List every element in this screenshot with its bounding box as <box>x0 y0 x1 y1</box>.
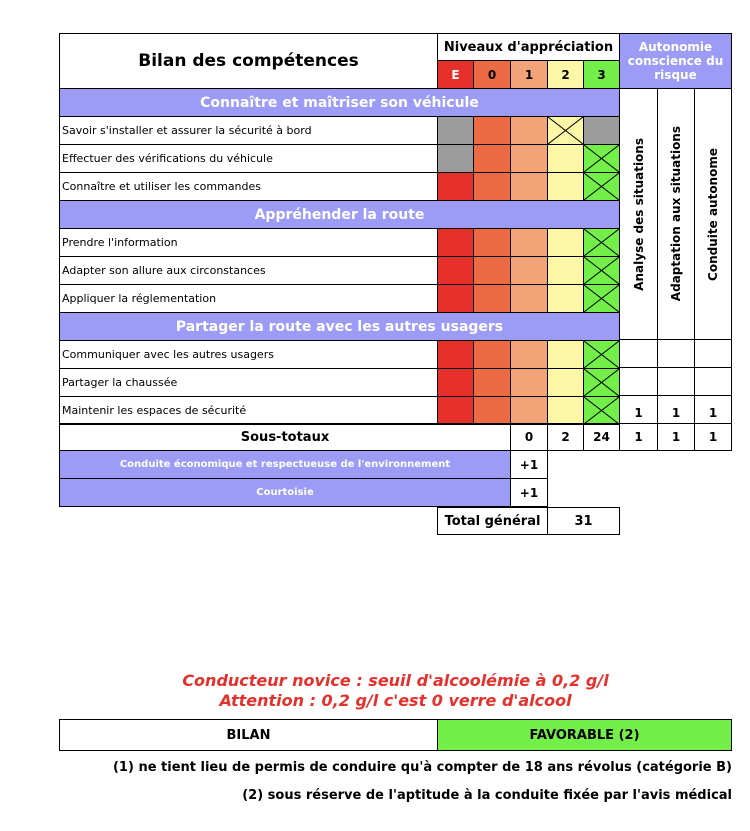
level-cell-checked <box>583 368 620 397</box>
autonomy-value-conduite: 1 <box>694 395 732 424</box>
level-cell <box>437 228 474 257</box>
bilan-result: FAVORABLE (2) <box>437 719 732 751</box>
skill-label: Connaître et utiliser les commandes <box>59 172 438 201</box>
level-cell <box>510 172 548 201</box>
level-cell <box>473 144 511 173</box>
level-cell-checked <box>583 340 620 369</box>
subtotal-level-3: 24 <box>583 423 620 451</box>
level-header-3: 3 <box>583 60 620 89</box>
level-header-2: 2 <box>547 60 584 89</box>
autonomy-cell <box>694 339 732 368</box>
cross-mark-icon <box>584 397 619 424</box>
skill-label: Prendre l'information <box>59 228 438 257</box>
level-cell <box>473 284 511 313</box>
level-cell <box>510 396 548 425</box>
level-cell <box>510 368 548 397</box>
skill-label: Communiquer avec les autres usagers <box>59 340 438 369</box>
level-cell <box>547 228 584 257</box>
warning-line-1: Conducteur novice : seuil d'alcoolémie à 0,2 g/l <box>182 671 609 690</box>
autonomy-cell <box>619 367 658 396</box>
total-value: 31 <box>547 507 620 535</box>
level-cell <box>510 340 548 369</box>
level-cell <box>473 228 511 257</box>
level-cell <box>437 368 474 397</box>
level-cell <box>510 256 548 285</box>
subtotal-autonomy-2: 1 <box>657 423 695 451</box>
level-cell <box>473 172 511 201</box>
level-cell <box>473 340 511 369</box>
cross-mark-icon <box>584 341 619 368</box>
subtotal-level-1: 0 <box>510 423 548 451</box>
subtotals-label: Sous-totaux <box>59 423 511 451</box>
bonus-eco-label: Conduite économique et respectueuse de l'environnement <box>59 450 511 479</box>
level-cell <box>437 144 474 173</box>
level-cell-checked <box>583 256 620 285</box>
section-title: Partager la route avec les autres usagers <box>59 312 620 341</box>
subtotal-level-2: 2 <box>547 423 584 451</box>
autonomy-value-analyse: 1 <box>619 395 658 424</box>
subtotal-autonomy-3: 1 <box>694 423 732 451</box>
autonomy-col-conduite: Conduite autonome <box>694 88 732 340</box>
autonomy-cell <box>694 367 732 396</box>
level-cell-checked <box>583 144 620 173</box>
level-cell <box>437 172 474 201</box>
bonus-courtoisie-label: Courtoisie <box>59 478 511 507</box>
level-cell <box>583 116 620 145</box>
level-cell-checked <box>583 172 620 201</box>
bonus-eco-value: +1 <box>510 450 548 479</box>
cross-mark-icon <box>584 173 619 200</box>
level-cell <box>547 172 584 201</box>
skill-label: Appliquer la réglementation <box>59 284 438 313</box>
table-title: Bilan des compétences <box>59 33 438 89</box>
level-cell <box>547 256 584 285</box>
cross-mark-icon <box>584 285 619 312</box>
cross-mark-icon <box>584 229 619 256</box>
level-cell <box>547 340 584 369</box>
autonomy-cell <box>657 339 695 368</box>
level-cell <box>437 396 474 425</box>
level-cell <box>437 256 474 285</box>
level-cell <box>510 144 548 173</box>
level-cell-checked <box>583 396 620 425</box>
bonus-courtoisie-value: +1 <box>510 478 548 507</box>
level-cell <box>510 284 548 313</box>
level-cell <box>547 368 584 397</box>
level-cell <box>473 116 511 145</box>
skill-label: Effectuer des vérifications du véhicule <box>59 144 438 173</box>
level-header-E: E <box>437 60 474 89</box>
autonomy-col-adaptation: Adaptation aux situations <box>657 88 695 340</box>
level-cell <box>510 228 548 257</box>
level-cell <box>437 284 474 313</box>
level-header-0: 0 <box>473 60 511 89</box>
footnote-1: (1) ne tient lieu de permis de conduire qu'à compter de 18 ans révolus (catégorie B) <box>112 760 732 775</box>
level-cell <box>473 368 511 397</box>
autonomy-cell <box>657 367 695 396</box>
autonomy-value-adaptation: 1 <box>657 395 695 424</box>
skill-label: Partager la chaussée <box>59 368 438 397</box>
cross-mark-icon <box>584 145 619 172</box>
section-title: Connaître et maîtriser son véhicule <box>59 88 620 117</box>
level-cell <box>547 144 584 173</box>
bilan-label: BILAN <box>59 719 438 751</box>
total-label: Total général <box>437 507 548 535</box>
level-cell <box>473 256 511 285</box>
autonomy-title: Autonomie conscience du risque <box>619 33 732 89</box>
level-cell <box>547 396 584 425</box>
cross-mark-icon <box>584 257 619 284</box>
level-header-1: 1 <box>510 60 548 89</box>
level-cell <box>547 284 584 313</box>
level-cell <box>437 340 474 369</box>
level-cell-checked <box>583 284 620 313</box>
skill-label: Adapter son allure aux circonstances <box>59 256 438 285</box>
level-cell-checked <box>547 116 584 145</box>
cross-mark-icon <box>584 369 619 396</box>
level-cell <box>473 396 511 425</box>
autonomy-cell <box>619 339 658 368</box>
skill-label: Maintenir les espaces de sécurité <box>59 396 438 425</box>
level-cell <box>437 116 474 145</box>
warning-line-2: Attention : 0,2 g/l c'est 0 verre d'alcool <box>219 691 572 710</box>
footnote-2: (2) sous réserve de l'aptitude à la conduite fixée par l'avis médical <box>242 788 732 803</box>
cross-mark-icon <box>548 117 583 144</box>
autonomy-col-analyse: Analyse des situations <box>619 88 658 340</box>
subtotal-autonomy-1: 1 <box>619 423 658 451</box>
levels-title: Niveaux d'appréciation <box>437 33 620 61</box>
skill-label: Savoir s'installer et assurer la sécurité à bord <box>59 116 438 145</box>
level-cell <box>510 116 548 145</box>
section-title: Appréhender la route <box>59 200 620 229</box>
level-cell-checked <box>583 228 620 257</box>
